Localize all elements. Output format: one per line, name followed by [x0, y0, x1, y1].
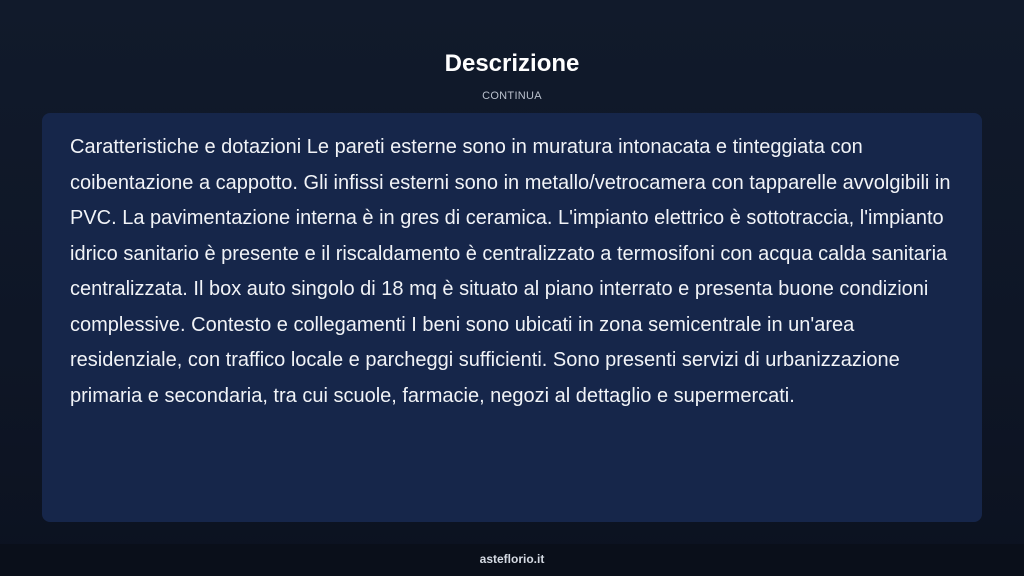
description-text: Caratteristiche e dotazioni Le pareti esterne sono in muratura intonacata e tinteggiata con coibentazione a cappotto. Gli infissi esterni sono in metallo/vetrocamera con tapparelle avvolgibili in PVC. La pavimentazione interna è in gres di ceramica. L'impianto elettrico è sottotraccia, l'impianto idrico sanitario è presente e il riscaldamento è centralizzato a termosifoni con acqua calda sanitaria centralizzata. Il box auto singolo di 18 mq è situato al piano interrato e presenta buone condizioni complessive. Contesto e collegamenti I beni sono ubicati in zona semicentrale in un'area residenziale, con traffico locale e parcheggi sufficienti. Sono presenti servizi di urbanizzazione primaria e secondaria, tra cui scuole, farmacie, negozi al dettaglio e supermercati.	[70, 136, 951, 407]
page-title: Descrizione	[444, 50, 580, 77]
footer-bar	[0, 544, 1024, 576]
continue-label: CONTINUA	[482, 90, 542, 102]
description-card	[42, 113, 982, 522]
footer-brand: asteflorio.it	[479, 552, 545, 566]
